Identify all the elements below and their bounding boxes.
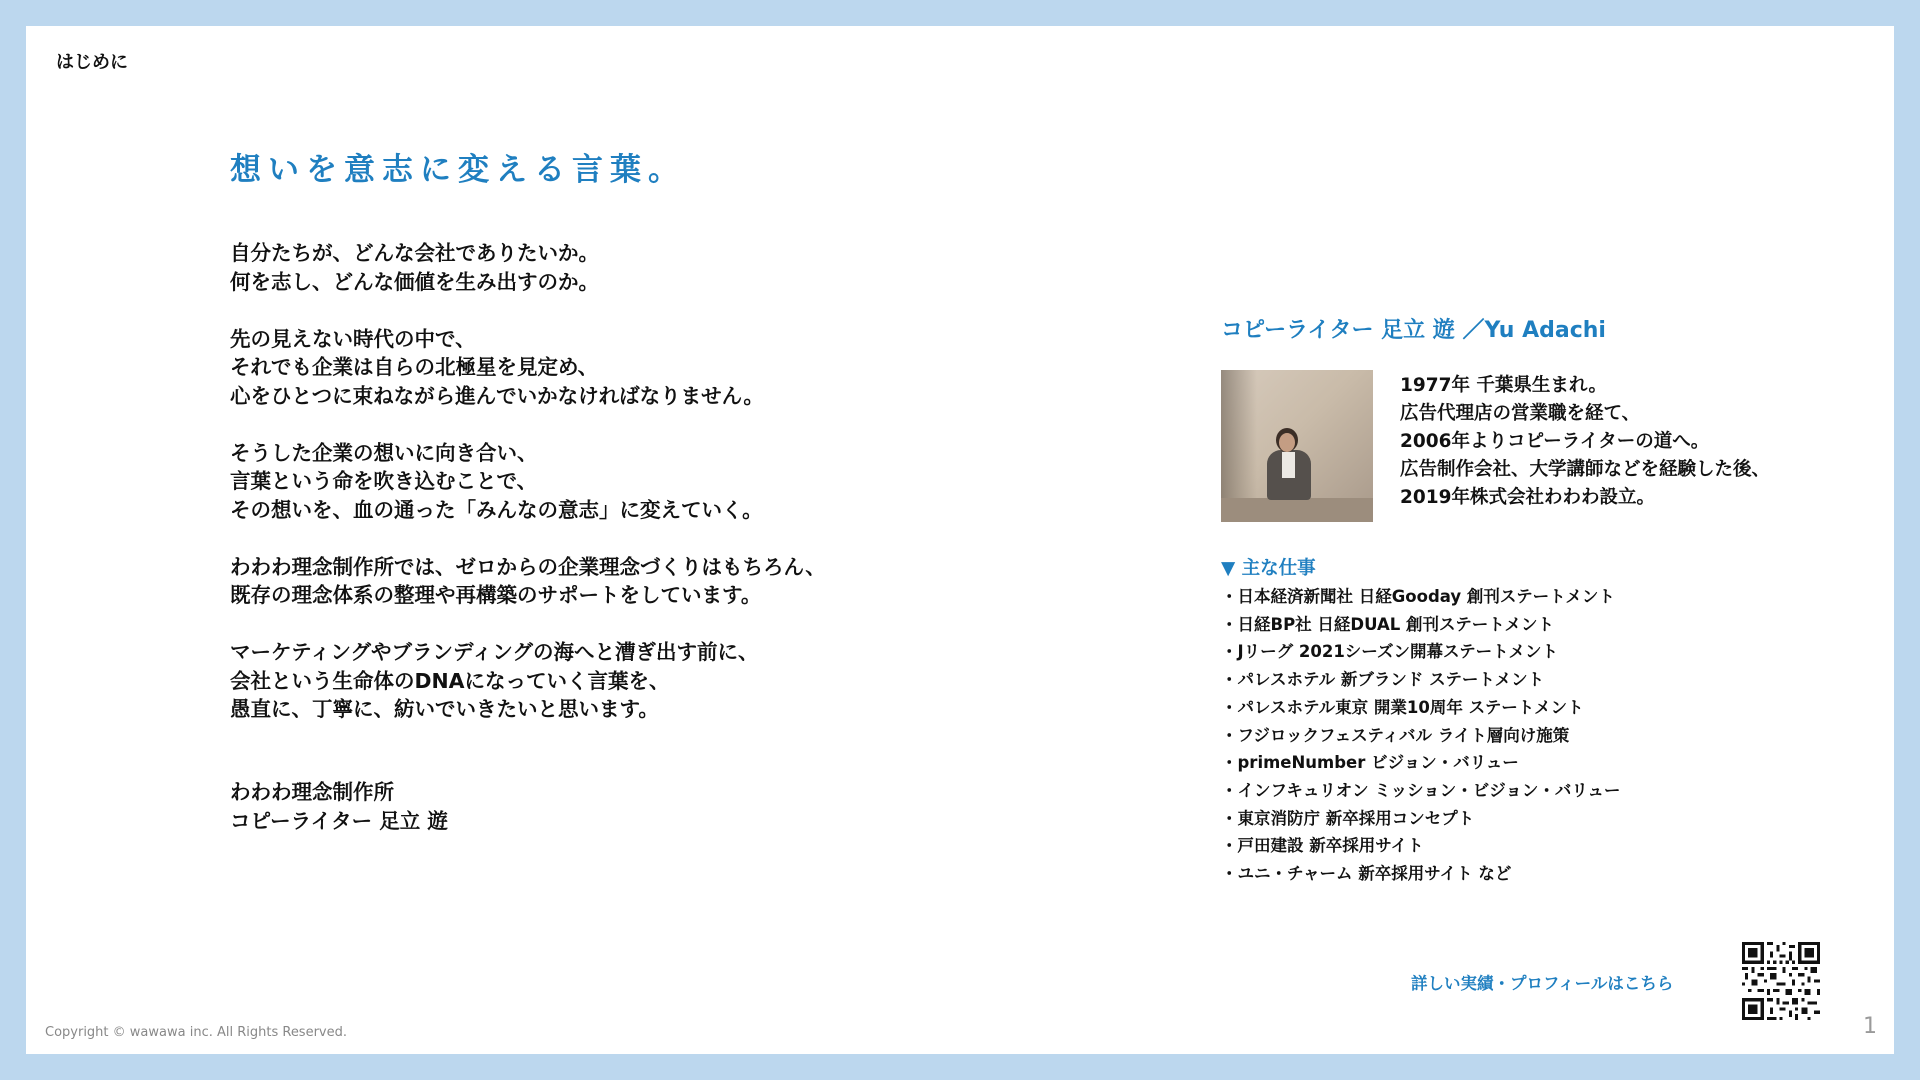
photo-person-shirt (1282, 452, 1295, 478)
bio-line: 1977年 千葉県生まれ。 (1400, 375, 1608, 396)
message-line: それでも企業は自らの北極星を見定め、 (230, 355, 599, 379)
works-list (1221, 583, 1620, 888)
works-item: ・フジロックフェスティバル ライト層向け施策 (1221, 725, 1570, 745)
message-line: わわわ理念制作所では、ゼロからの企業理念づくりはもちろん、 (230, 554, 826, 579)
bio-line: 広告制作会社、大学講師などを経験した後、 (1400, 459, 1771, 480)
slide (26, 26, 1894, 1054)
section-label: はじめに (56, 52, 128, 73)
photo-floor (1221, 498, 1373, 522)
message-line: その想いを、血の通った「みんなの意志」に変えていく。 (230, 497, 763, 522)
message-line: 先の見えない時代の中で、 (230, 326, 476, 351)
signature-company: わわわ理念制作所 (230, 780, 394, 804)
details-link[interactable]: 詳しい実績・プロフィールはこちら (1411, 974, 1674, 993)
works-item: ・東京消防庁 新卒採用コンセプト (1221, 808, 1475, 828)
bio-line: 2006年よりコピーライターの道へ。 (1400, 431, 1710, 452)
profile-title: コピーライター 足立 遊 ／Yu Adachi (1221, 318, 1606, 343)
message-paragraph (230, 239, 826, 296)
headline: 想いを意志に変える言葉。 (230, 152, 686, 188)
works-item: ・日本経済新聞社 日経Gooday 創刊ステートメント (1221, 587, 1615, 606)
message-line: 心をひとつに束ねながら進んでいかなければなりません。 (230, 383, 764, 408)
portrait-photo (1221, 370, 1373, 522)
message-line: 言葉という命を吹き込むことで、 (230, 469, 538, 493)
message-paragraph (230, 325, 826, 411)
page-number: 1 (1863, 1014, 1877, 1039)
works-item: ・パレスホテル東京 開業10周年 ステートメント (1221, 697, 1584, 717)
works-item: ・戸田建設 新卒採用サイト (1221, 836, 1424, 856)
signature (230, 778, 448, 836)
works-item: ・パレスホテル 新ブランド ステートメント (1221, 670, 1545, 690)
message-paragraph (230, 439, 826, 525)
message-line: 何を志し、どんな価値を生み出すのか。 (230, 269, 599, 294)
copyright: Copyright © wawawa inc. All Rights Reserved. (45, 1025, 348, 1040)
message-paragraph (230, 638, 826, 724)
message-line: 自分たちが、どんな会社でありたいか。 (230, 241, 599, 265)
works-item: ・インフキュリオン ミッション・ビジョン・バリュー (1221, 780, 1621, 800)
works-item: ・日経BP社 日経DUAL 創刊ステートメント (1221, 614, 1555, 634)
works-item: ・Jリーグ 2021シーズン開幕ステートメント (1221, 642, 1558, 662)
photo-person-face (1279, 433, 1295, 452)
message-line: 愚直に、丁寧に、紡いでいきたいと思います。 (230, 697, 659, 721)
works-item: ・primeNumber ビジョン・バリュー (1221, 753, 1519, 773)
message-line: 既存の理念体系の整理や再構築のサポートをしています。 (230, 583, 762, 607)
bio-line: 2019年株式会社わわわ設立。 (1400, 487, 1655, 508)
bio-line: 広告代理店の営業職を経て、 (1400, 403, 1641, 424)
profile-bio (1400, 372, 1770, 512)
qr-code-icon[interactable] (1742, 942, 1820, 1020)
message-line: マーケティングやブランディングの海へと漕ぎ出す前に、 (230, 640, 759, 664)
works-item: ・ユニ・チャーム 新卒採用サイト など (1221, 864, 1512, 884)
message-body (230, 239, 826, 752)
message-paragraph (230, 553, 826, 610)
message-line: 会社という生命体のDNAになっていく言葉を、 (230, 668, 670, 693)
works-title: ▼ 主な仕事 (1221, 558, 1316, 579)
message-line: そうした企業の想いに向き合い、 (230, 440, 538, 465)
signature-name: コピーライター 足立 遊 (230, 809, 448, 833)
